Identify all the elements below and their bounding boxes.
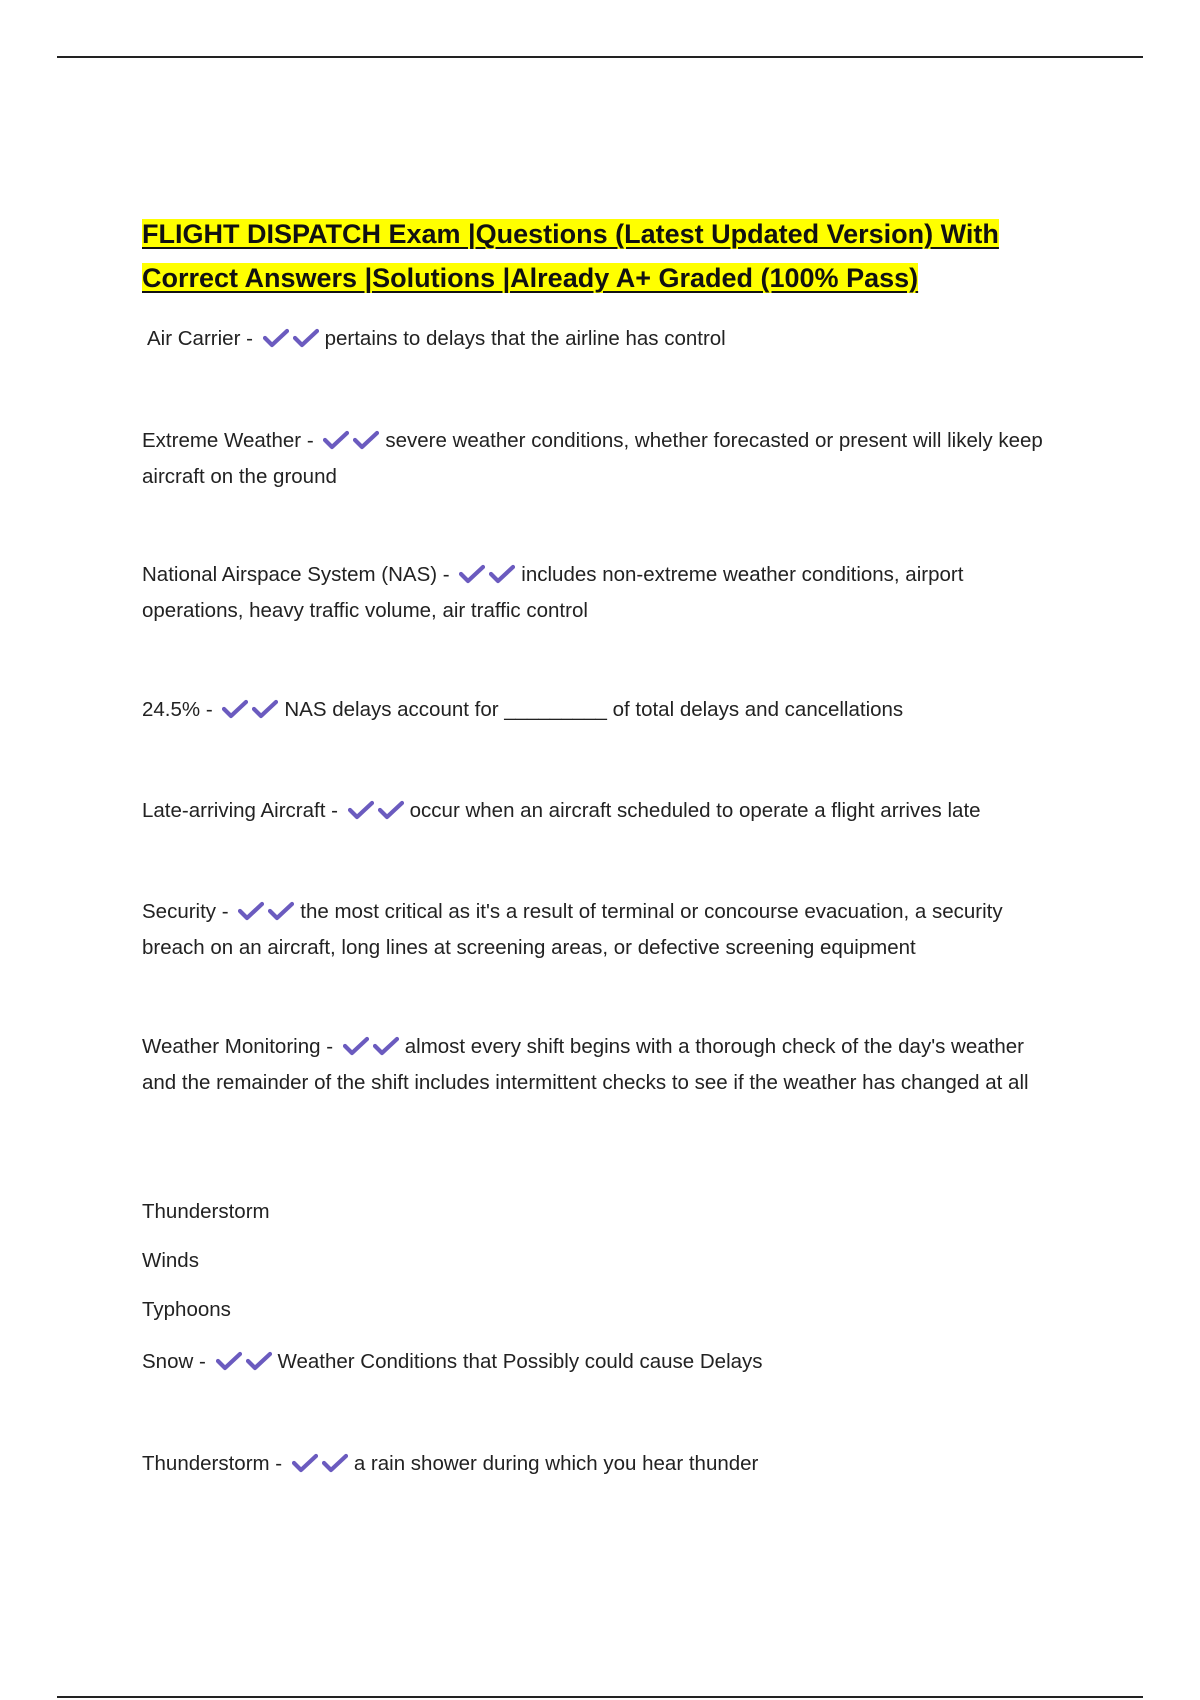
check-pair [238, 898, 296, 931]
check-mark-icon [343, 1036, 369, 1056]
check-mark-icon [252, 699, 278, 719]
check-mark-icon [373, 1036, 399, 1056]
qa-entry-late-arriving [142, 794, 1062, 830]
check-mark-icon [348, 800, 374, 820]
qa-entry-snow [142, 1345, 1062, 1381]
qa-answer: severe weather conditions, whether forecasted or present will likely keep aircraft on the ground [142, 429, 1043, 488]
qa-term: Late-arriving Aircraft - [142, 799, 344, 822]
check-mark-icon [238, 901, 264, 921]
check-pair [263, 325, 321, 358]
check-pair [292, 1450, 350, 1483]
check-mark-icon [222, 699, 248, 719]
check-mark-icon [489, 564, 515, 584]
qa-answer: pertains to delays that the airline has control [324, 327, 726, 350]
qa-term: Security - [142, 900, 235, 923]
header-rule [57, 56, 1143, 58]
qa-answer: almost every shift begins with a thorough check of the day's weather and the remainder of the shift includes intermittent checks to see if the weather has changed at all [142, 1035, 1029, 1094]
check-pair [459, 561, 517, 594]
footer-rule [57, 1696, 1143, 1698]
qa-entry-air-carrier [147, 322, 1067, 358]
list-line-winds: Winds [142, 1249, 199, 1272]
check-mark-icon [322, 1453, 348, 1473]
qa-entry-security [142, 895, 1062, 964]
check-mark-icon [293, 328, 319, 348]
check-mark-icon [263, 328, 289, 348]
qa-answer: NAS delays account for _________ of total delays and cancellations [284, 698, 904, 721]
check-pair [216, 1348, 274, 1381]
list-line-thunderstorm: Thunderstorm [142, 1200, 270, 1223]
qa-term: Snow - [142, 1350, 212, 1373]
qa-answer: includes non-extreme weather conditions, airport operations, heavy traffic volume, air traffic control [142, 563, 964, 622]
qa-entry-nas [142, 558, 1062, 627]
check-mark-icon [292, 1453, 318, 1473]
qa-entry-extreme-weather [142, 424, 1062, 493]
qa-term: Thunderstorm - [142, 1452, 288, 1475]
qa-term: Air Carrier - [147, 327, 259, 350]
list-line-typhoons: Typhoons [142, 1298, 231, 1321]
qa-entry-weather-monitoring [142, 1030, 1062, 1099]
check-mark-icon [268, 901, 294, 921]
qa-entry-nas-percent [142, 693, 1062, 729]
title-line-1: FLIGHT DISPATCH Exam |Questions (Latest Updated Version) With [142, 219, 999, 249]
qa-term: 24.5% - [142, 698, 219, 721]
qa-answer: occur when an aircraft scheduled to operate a flight arrives late [409, 799, 981, 822]
qa-entry-thunderstorm [142, 1447, 1062, 1483]
check-mark-icon [216, 1351, 242, 1371]
qa-answer: a rain shower during which you hear thunder [353, 1452, 759, 1475]
document-title [142, 212, 1042, 300]
qa-answer: Weather Conditions that Possibly could cause Delays [277, 1350, 763, 1373]
check-mark-icon [459, 564, 485, 584]
check-mark-icon [323, 430, 349, 450]
qa-term: Extreme Weather - [142, 429, 320, 452]
check-mark-icon [246, 1351, 272, 1371]
check-mark-icon [353, 430, 379, 450]
check-pair [348, 797, 406, 830]
title-line-2: Correct Answers |Solutions |Already A+ Graded (100% Pass) [142, 263, 919, 293]
check-pair [222, 696, 280, 729]
check-pair [343, 1033, 401, 1066]
qa-term: National Airspace System (NAS) - [142, 563, 456, 586]
check-mark-icon [378, 800, 404, 820]
check-pair [323, 427, 381, 460]
qa-term: Weather Monitoring - [142, 1035, 339, 1058]
qa-answer: the most critical as it's a result of terminal or concourse evacuation, a security breach on an aircraft, long lines at screening areas, or defective screening equipment [142, 900, 1003, 959]
